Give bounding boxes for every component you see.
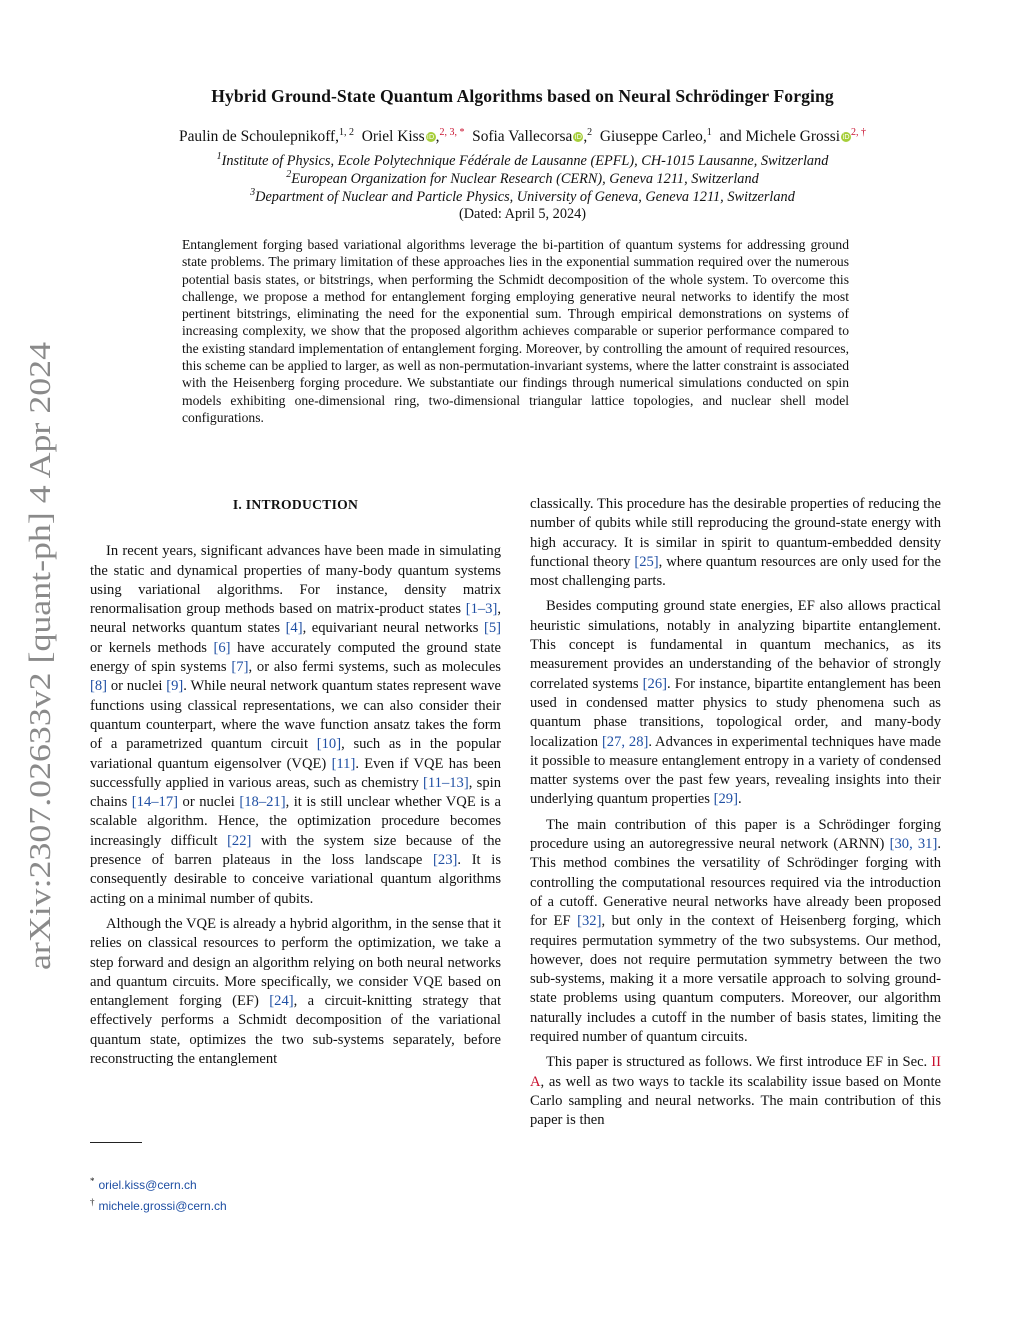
citation-link[interactable]: [29] [713, 791, 738, 808]
paragraph: classically. This procedure has the desirable properties of reducing the number of qubits while still reproducing the ground-state energy with high accuracy. It is similar in spirit to quantum-embedded density functional theory [25], where quantum resources are only used for the most challenging parts. [530, 496, 941, 590]
citation-link[interactable]: [11–13] [423, 774, 469, 791]
left-column [90, 495, 501, 1075]
affiliation: $^1$Institute of Physics, Ecole Polytechnique Fédérale de Lausanne (EPFL), CH-1015 Lausanne, Switzerland [216, 151, 829, 169]
paper-title: Hybrid Ground-State Quantum Algorithms based on Neural Schrödinger Forging [211, 86, 834, 106]
citation-link[interactable]: [4] [285, 620, 303, 637]
dated-line: (Dated: April 5, 2024) [458, 206, 587, 222]
citation-link[interactable]: [1–3] [465, 601, 498, 618]
arxiv-identifier [8, 340, 64, 970]
citation-link[interactable]: [23] [433, 852, 458, 869]
citation-link[interactable]: [11] [331, 755, 356, 772]
author: Giuseppe Carleo, [599, 128, 707, 145]
paragraph: Besides computing ground state energies, EF also allows practical heuristic simulations, notably in analyzing bipartite entanglement. This concept is fundamental in quantum mechanics, as its measurement provides an understanding of the behavior of strongly correlated systems [26]. For instance, bipartite entanglement has been used in condensed matter physics to study phenomena such as quantum phase transitions, topological order, and many-body localization [27, 28]. Advances in experimental techniques have made it possible to measure entanglement entropy in a variety of condensed matter systems over the past few years, revealing insights into their underlying quantum properties [29]. [530, 598, 941, 808]
arxiv-identifier-svg [8, 340, 64, 970]
author: Paulin de Schoulepnikoff, [179, 128, 340, 145]
author: Oriel Kiss [361, 128, 425, 145]
footnote: * oriel.kiss@cern.ch [90, 1176, 197, 1192]
citation-link[interactable]: [18–21] [239, 794, 286, 811]
author-affil: 2 [587, 127, 593, 138]
left-paragraphs [90, 542, 501, 1069]
citation-link[interactable]: [6] [213, 639, 231, 656]
footnote-rule [90, 1142, 142, 1143]
citation-link[interactable]: [32] [577, 913, 602, 930]
abstract: Entanglement forging based variational algorithms leverage the bi-partition of quantum systems for addressing ground state problems. The primary limitation of these approaches lies in the exponential summation required over the numerous potential basis states, or bitstrings, when performing the Schmidt decomposition of the whole system. To overcome this challenge, we propose a method for entanglement forging employing generative neural networks to identify the most pertinent bitstrings, eliminating the need for the exponential sum. Through empirical demonstrations on systems of increasing complexity, we show that the proposed algorithm achieves comparable or superior performance compared to the existing standard implementation of entanglement forging. Moreover, by controlling the amount of required resources, this scheme can be applied to larger, as well as non-permutation-invariant systems, where the latter constraint is associated with the Heisenberg forging procedure. We substantiate our findings through numerical simulations conducted on spin models exhibiting one-dimensional ring, two-dimensional triangular lattice topologies, and nuclear shell model configurations. [182, 237, 849, 425]
paragraph: Although the VQE is already a hybrid algorithm, in the sense that it relies on classical resources to perform the optimization, we take a step forward and design an algorithm relying on both neural networks and quantum circuits. More specifically, we consider VQE based on entanglement forging (EF) [24], a circuit-knitting strategy that effectively performs a Schmidt decomposition of the variational quantum state, optimizes the two sub-systems separately, before reconstructing the entanglement [90, 915, 502, 1068]
paragraph: In recent years, significant advances have been made in simulating the static and dynamical properties of many-body quantum systems using variational algorithms. For instance, density matrix renormalisation group methods based on matrix-product states [1–3], neural networks quantum states [4], equivariant neural networks [5] or kernels methods [6] have accurately computed the ground state energy of spin systems [7], or also fermi systems, such as molecules [8] or nuclei [9]. While neural network quantum states represent wave functions using classical representations, we can also consider their quantum counterpart, where the wave function ansatz takes the form of a parametrized quantum circuit [10], such as in the popular variational quantum eigensolver (VQE) [11]. Even if VQE has been successfully applied in various areas, such as chemistry [11–13], spin chains [14–17] or nuclei [18–21], it is still unclear whether VQE is a scalable algorithm. Hence, the optimization procedure becomes increasingly difficult [22] with the system size because of the presence of barren plateaus in the loss landscape [23]. It is consequently desirable to conceive variational quantum algorithms acting on a minimal number of qubits. [90, 543, 502, 907]
citation-link[interactable]: [9] [166, 678, 184, 695]
citation-link[interactable]: [22] [227, 832, 252, 849]
section-ref-link[interactable]: II A [530, 1054, 941, 1090]
citation-link[interactable]: [5] [483, 620, 501, 637]
citation-link[interactable]: [14–17] [131, 794, 179, 811]
right-column [530, 495, 941, 1137]
author-affil: 1, 2 [339, 127, 355, 138]
citation-link[interactable]: [10] [316, 736, 342, 753]
author-affil: 2, 3, * [439, 127, 465, 138]
citation-link[interactable]: [27, 28] [601, 733, 649, 750]
paragraph: The main contribution of this paper is a Schrödinger forging procedure using an autoregressive neural network (ARNN) [30, 31]. This method combines the versatility of Schrödinger forging with controlling the computational resources required via the introduction of a cutoff. Generative neural networks have already been proposed for EF [32], but only in the context of Heisenberg forging, which requires permutation symmetry of the two subsystems. Our method, however, does not require permutation symmetry between the two sub-systems, making it a more versatile approach to solving ground-state problems using quantum computers. Moreover, our algorithm naturally includes a cutoff in the number of basis states, limiting the required number of quantum circuits. [530, 816, 941, 1046]
citation-link[interactable]: [8] [90, 678, 108, 695]
section-heading: I. INTRODUCTION [232, 497, 359, 512]
footnote: † michele.grossi@cern.ch [90, 1197, 227, 1213]
citation-link[interactable]: [7] [231, 659, 249, 676]
author-list: Paulin de Schoulepnikoff,$^{1, 2}$ Oriel Kiss iD,$^{2, 3, *}$ Sofia Vallecorsa iD,$^2$ Giuseppe Carleo,$^1$ and Michele Grossi $iD^{2, \dagger}$ [179, 127, 866, 145]
author: Sofia Vallecorsa [472, 128, 573, 145]
citation-link[interactable]: [25] [634, 553, 659, 570]
affiliation: $^3$Department of Nuclear and Particle Physics, University of Geneva, Geneva 1211, Switzerland [250, 186, 795, 205]
citation-link[interactable]: [24] [269, 993, 294, 1010]
orcid-icon[interactable]: iD [426, 133, 435, 141]
author-affil: 1 [706, 127, 712, 138]
footnotes [90, 1173, 227, 1215]
paragraph: This paper is structured as follows. We first introduce EF in Sec. II A, as well as two ways to tackle its scalability issue based on Monte Carlo sampling and neural networks. The main contribution of this paper is then [530, 1054, 941, 1129]
author: and Michele Grossi [719, 128, 840, 145]
orcid-icon[interactable]: iD [842, 133, 850, 141]
citation-link[interactable]: [30, 31] [889, 836, 938, 853]
citation-link[interactable]: [26] [642, 675, 667, 692]
arxiv-identifier-text: arXiv:2307.02633v2 [quant-ph] 4 Apr 2024 [22, 426, 57, 970]
affiliation: $^2$European Organization for Nuclear Research (CERN), Geneva 1211, Switzerland [286, 168, 759, 187]
right-paragraphs [530, 495, 941, 1131]
email-link[interactable]: oriel.kiss@cern.ch [98, 1178, 197, 1192]
email-link[interactable]: michele.grossi@cern.ch [98, 1199, 227, 1213]
author-affil: 2, † [850, 127, 866, 138]
affiliations [95, 153, 950, 206]
orcid-icon[interactable]: iD [574, 133, 582, 141]
